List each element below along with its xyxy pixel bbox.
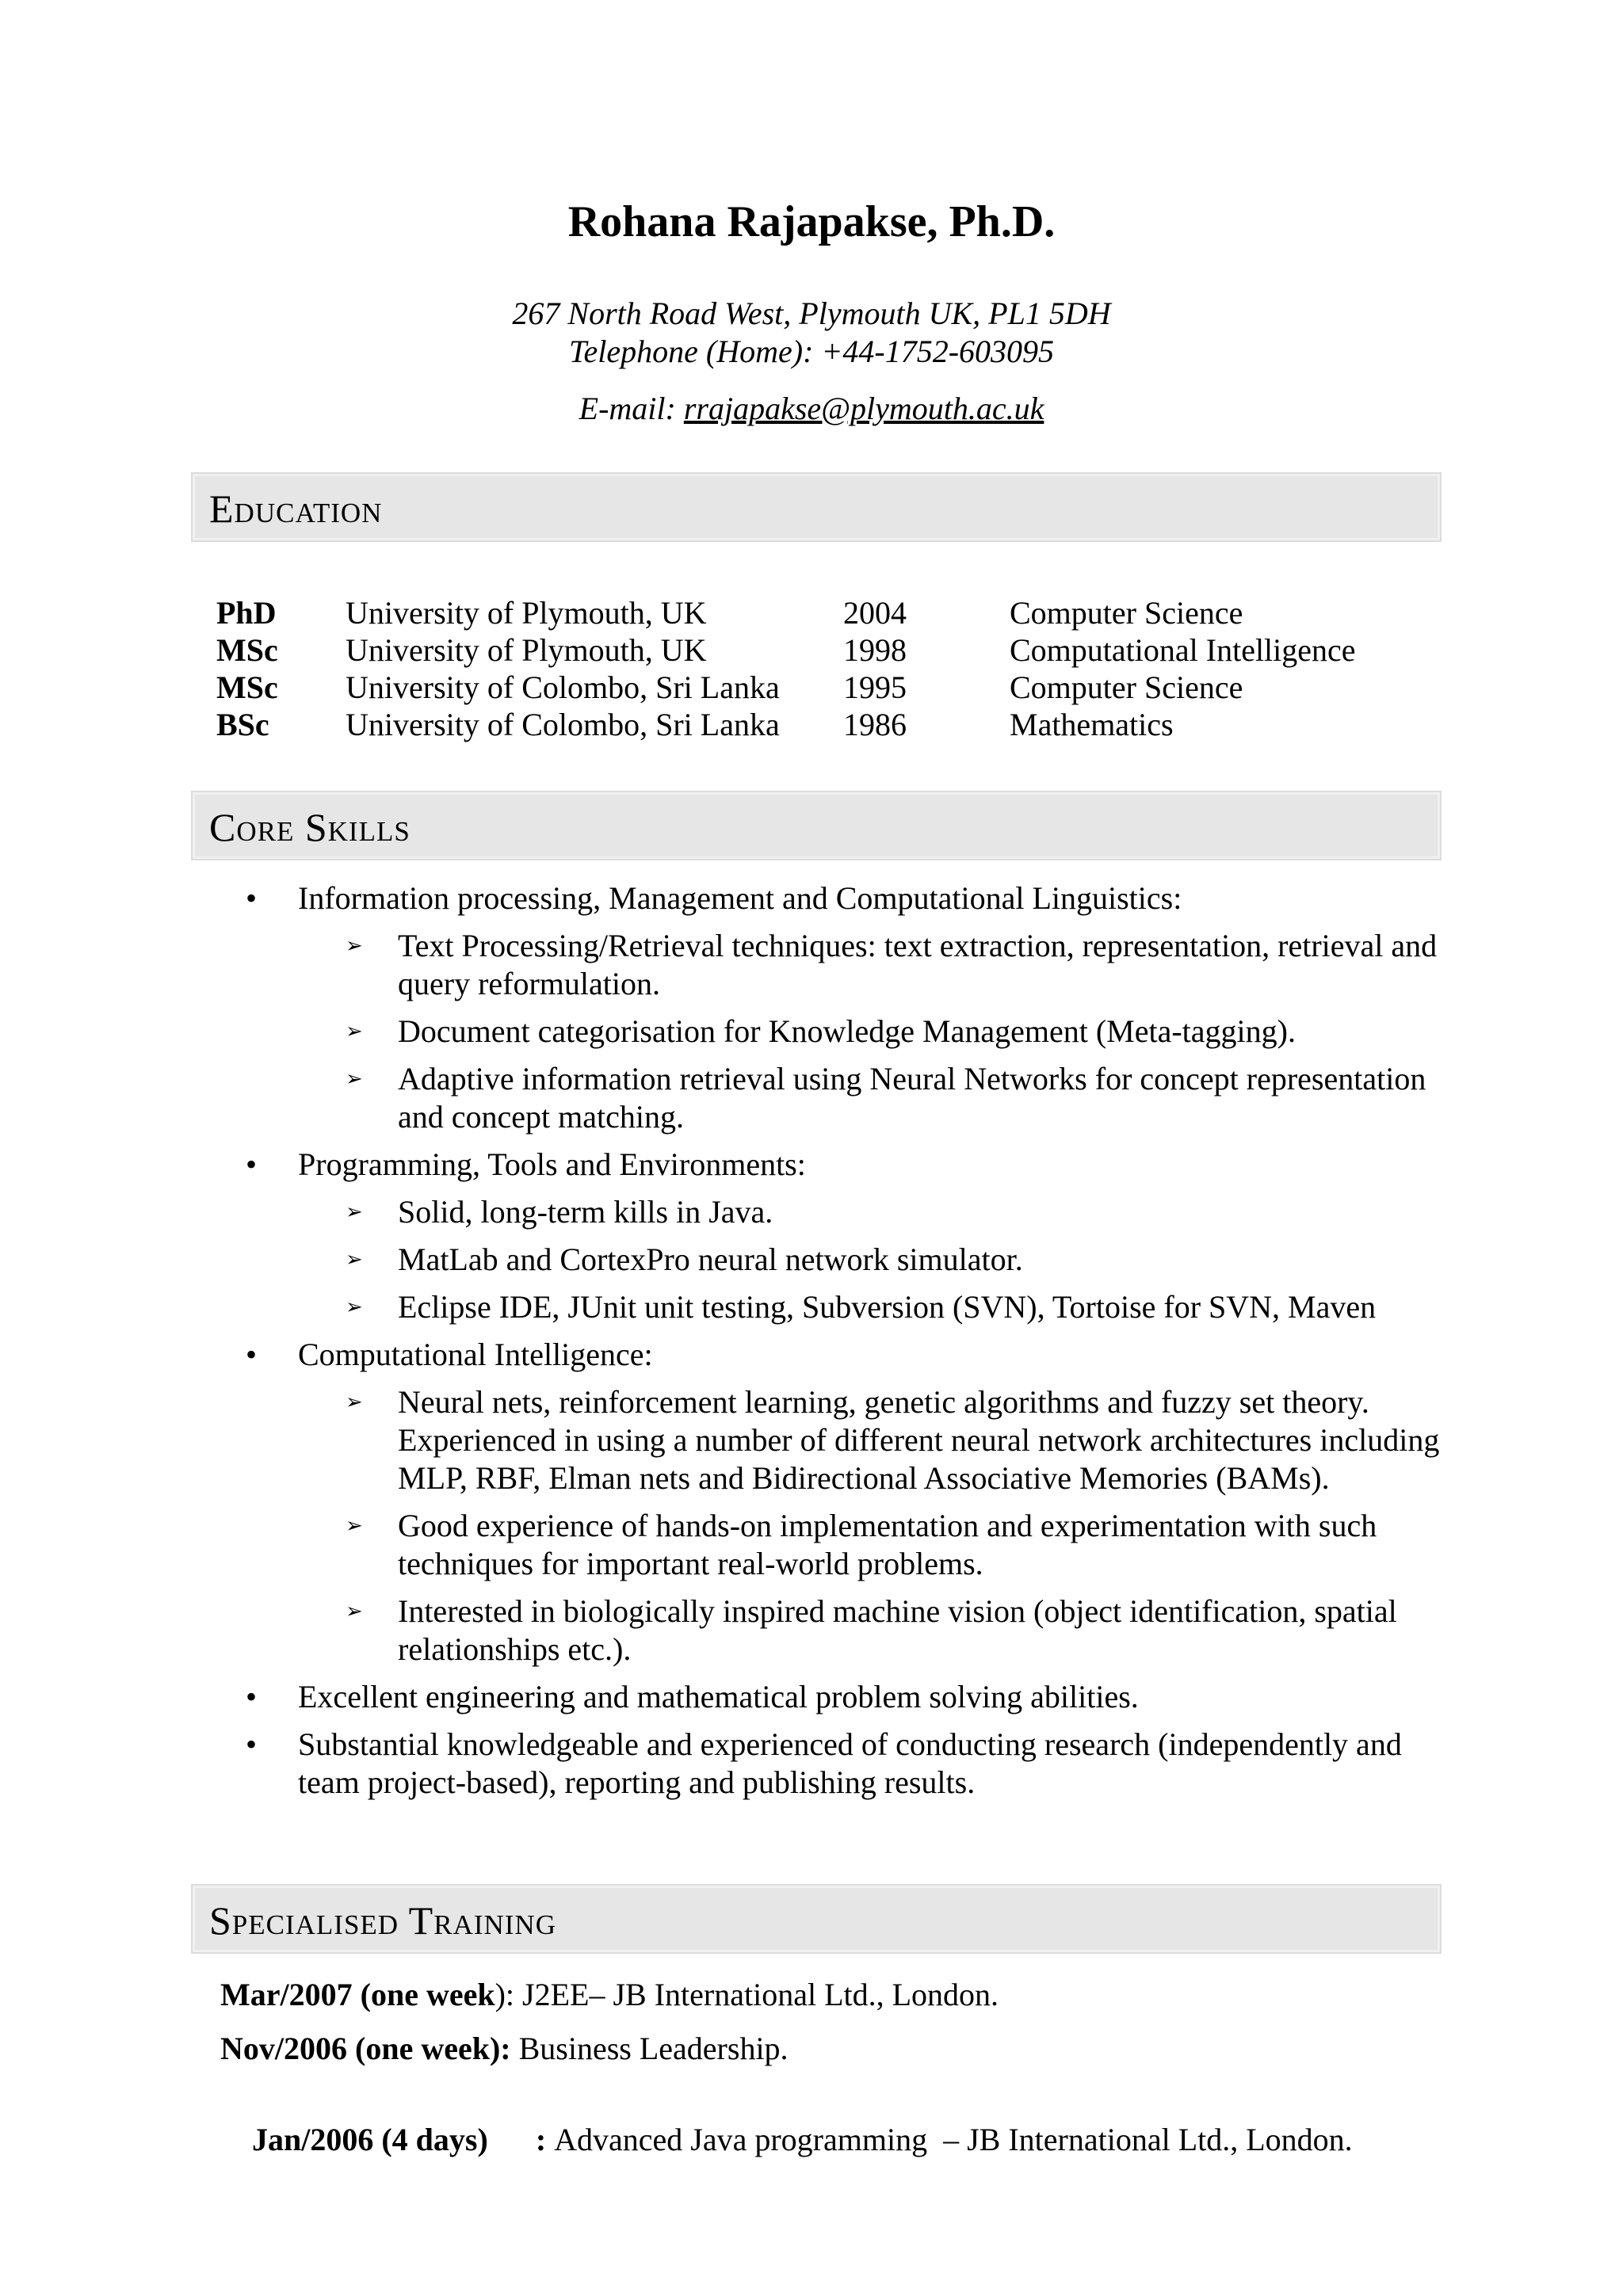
training-text: Business Leadership. — [518, 2031, 789, 2066]
bullet-icon: • — [246, 1146, 258, 1182]
education-subject: Computer Science — [1010, 595, 1243, 631]
bullet-icon: • — [246, 880, 258, 916]
skill-subitem-text: Adaptive information retrieval using Neural Networks for concept representation and concept matching. — [398, 1061, 1426, 1135]
education-table — [216, 594, 1356, 743]
skill-subitem — [238, 927, 1442, 1003]
telephone: Telephone (Home): +44-1752-603095 — [568, 334, 1055, 369]
skill-item — [238, 1726, 1442, 1802]
arrow-bullet-icon: ➢ — [346, 1067, 363, 1090]
education-row — [216, 594, 1356, 631]
skill-subitem-text: MatLab and CortexPro neural network simulator. — [398, 1241, 1023, 1277]
bullet-icon: • — [246, 1726, 258, 1762]
core-skills-title: Core Skills — [209, 805, 411, 849]
training-entry — [220, 1976, 999, 2013]
education-subject: Mathematics — [1010, 707, 1174, 742]
arrow-bullet-icon: ➢ — [346, 1295, 363, 1318]
arrow-bullet-icon: ➢ — [346, 1514, 363, 1537]
training-date: Jan/2006 (4 days) — [252, 2122, 488, 2157]
training-date: Nov/2006 (one week): — [220, 2031, 511, 2066]
education-row — [216, 631, 1356, 669]
arrow-bullet-icon: ➢ — [346, 934, 363, 957]
education-row — [216, 669, 1356, 706]
training-text: J2EE– JB International Ltd., London. — [522, 1977, 999, 2012]
skill-subitem — [238, 1592, 1442, 1669]
core-skills-header — [193, 792, 1440, 859]
education-degree: MSc — [216, 632, 278, 668]
core-skills-list — [238, 879, 1442, 1811]
arrow-bullet-icon: ➢ — [346, 1248, 363, 1271]
education-title: Education — [209, 486, 383, 531]
skill-subitem — [238, 1013, 1442, 1051]
skill-subitem-text: Neural nets, reinforcement learning, genetic algorithms and fuzzy set theory. Experienced in using a number of different neural network architectures including MLP, RBF, Elman nets and Bidirectional Associative Memories (BAMs). — [398, 1384, 1440, 1496]
skill-text: Substantial knowledgeable and experienced of conducting research (independently and team project-based), reporting and publishing results. — [298, 1726, 1402, 1800]
skill-subitem — [238, 1241, 1442, 1279]
skill-subitem-text: Interested in biologically inspired machine vision (object identification, spatial relationships etc.). — [398, 1593, 1397, 1667]
education-year: 1986 — [843, 707, 907, 742]
education-university: University of Colombo, Sri Lanka — [346, 707, 780, 742]
training-entry — [220, 2084, 1353, 2195]
skill-item — [238, 1678, 1442, 1716]
skill-subitem-text: Document categorisation for Knowledge Management (Meta-tagging). — [398, 1013, 1296, 1049]
training-text: Advanced Java programming – JB International Ltd., London. — [554, 2122, 1353, 2157]
skill-item — [238, 1146, 1442, 1326]
education-year: 2004 — [843, 595, 907, 631]
bullet-icon: • — [246, 1679, 258, 1714]
education-university: University of Plymouth, UK — [346, 632, 707, 668]
person-name: Rohana Rajapakse, Ph.D. — [567, 197, 1056, 246]
education-year: 1995 — [843, 669, 907, 705]
education-year: 1998 — [843, 632, 907, 668]
arrow-bullet-icon: ➢ — [346, 1600, 363, 1623]
training-separator — [511, 2031, 519, 2066]
arrow-bullet-icon: ➢ — [346, 1020, 363, 1043]
skill-item — [238, 879, 1442, 1136]
skill-text: Computational Intelligence: — [298, 1337, 653, 1372]
education-subject: Computational Intelligence — [1010, 632, 1356, 668]
education-degree: PhD — [216, 595, 277, 631]
address: 267 North Road West, Plymouth UK, PL1 5DH — [512, 296, 1111, 331]
skill-item — [238, 1336, 1442, 1669]
training-date: Mar/2007 (one week — [220, 1977, 495, 2012]
education-university: University of Colombo, Sri Lanka — [346, 669, 780, 705]
education-degree: MSc — [216, 669, 278, 705]
skill-text: Programming, Tools and Environments: — [298, 1146, 806, 1182]
skill-subitem — [238, 1507, 1442, 1583]
email-label: E-mail: — [579, 391, 684, 426]
education-header — [193, 474, 1440, 540]
arrow-bullet-icon: ➢ — [346, 1390, 363, 1413]
skill-subitem-text: Eclipse IDE, JUnit unit testing, Subversion (SVN), Tortoise for SVN, Maven — [398, 1289, 1377, 1325]
skill-text: Information processing, Management and Computational Linguistics: — [298, 880, 1182, 916]
education-degree: BSc — [216, 707, 269, 742]
email-link[interactable]: rrajapakse@plymouth.ac.uk — [683, 391, 1044, 426]
skill-subitem — [238, 1193, 1442, 1231]
skill-subitem — [238, 1060, 1442, 1136]
email-line — [0, 390, 1623, 427]
skill-text: Excellent engineering and mathematical problem solving abilities. — [298, 1679, 1139, 1714]
skill-subitem — [238, 1383, 1442, 1497]
skill-subitem-text: Text Processing/Retrieval techniques: text extraction, representation, retrieval and query reformulation. — [398, 928, 1438, 1001]
training-separator: ): — [495, 1977, 523, 2012]
skill-subitem-text: Good experience of hands-on implementation and experimentation with such techniques for important real-world problems. — [398, 1508, 1377, 1581]
training-title: Specialised Training — [209, 1898, 556, 1943]
arrow-bullet-icon: ➢ — [346, 1200, 363, 1223]
bullet-icon: • — [246, 1337, 258, 1372]
education-university: University of Plymouth, UK — [346, 595, 707, 631]
training-separator: : — [487, 2122, 555, 2157]
education-subject: Computer Science — [1010, 669, 1243, 705]
education-row — [216, 706, 1356, 743]
skill-subitem-text: Solid, long-term kills in Java. — [398, 1194, 773, 1230]
skill-subitem — [238, 1288, 1442, 1326]
training-entry — [220, 2030, 789, 2067]
training-header — [193, 1886, 1440, 1952]
